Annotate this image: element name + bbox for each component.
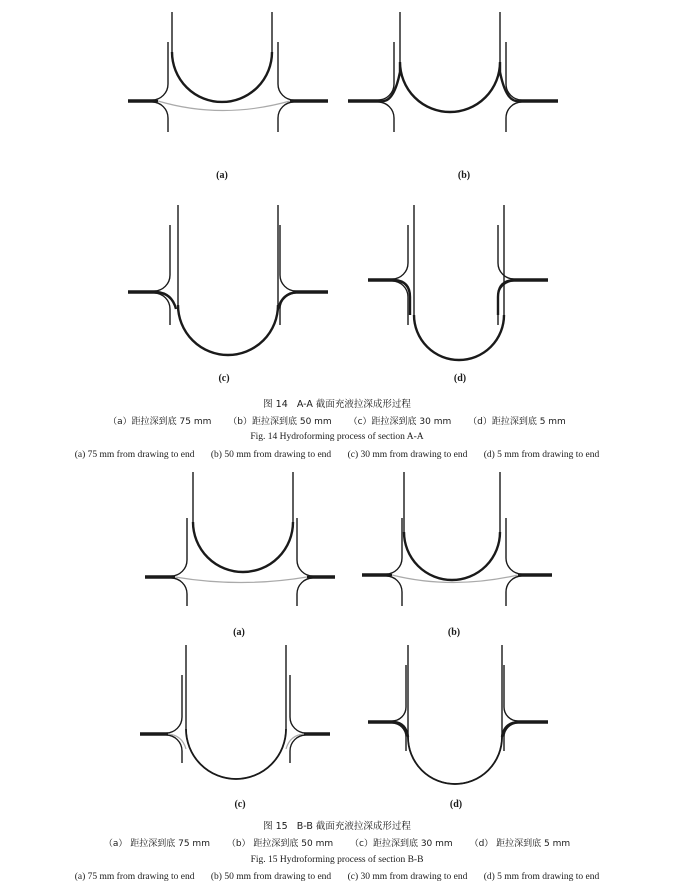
fig15-sub-en-d: (d) 5 mm from drawing to end bbox=[483, 872, 600, 882]
fig15-title-zh-text: B-B 截面充液拉深成形过程 bbox=[296, 821, 411, 832]
fig14-c-drawing bbox=[128, 205, 328, 375]
fig14-sub-zh-b: （b）距拉深到底 50 mm bbox=[228, 417, 332, 427]
fig15-b-label: (b) bbox=[447, 627, 461, 638]
fig14-b-label: (b) bbox=[457, 170, 471, 181]
fig14-a-drawing bbox=[128, 12, 328, 172]
fig14-a-label: (a) bbox=[216, 170, 228, 181]
fig14-d-drawing bbox=[368, 205, 548, 375]
fig15-sub-en-b: (b) 50 mm from drawing to end bbox=[210, 872, 332, 882]
fig14-b-drawing bbox=[348, 12, 558, 172]
fig15-subcaptions-en bbox=[0, 872, 674, 882]
fig14-sub-en-a: (a) 75 mm from drawing to end bbox=[74, 450, 195, 460]
fig14-sub-zh-c: （c）距拉深到底 30 mm bbox=[348, 417, 452, 427]
fig15-sub-zh-c: （c）距拉深到底 30 mm bbox=[350, 839, 453, 849]
fig14-title-zh-text: A-A 截面充液拉深成形过程 bbox=[296, 399, 411, 410]
fig15-d-drawing bbox=[368, 645, 548, 805]
fig14-sub-en-d: (d) 5 mm from drawing to end bbox=[483, 450, 600, 460]
fig15-subcaptions-zh bbox=[0, 836, 674, 849]
fig15-sub-en-a: (a) 75 mm from drawing to end bbox=[74, 872, 195, 882]
fig15-d-label: (d) bbox=[449, 799, 463, 810]
fig15-sub-zh-b: （b） 距拉深到底 50 mm bbox=[226, 839, 334, 849]
fig14-number-zh: 图 14 bbox=[263, 399, 288, 410]
fig14-title-en: Fig. 14 Hydroforming process of section A-A bbox=[250, 432, 424, 442]
fig14-d-label: (d) bbox=[453, 373, 467, 384]
fig14-c-label: (c) bbox=[218, 373, 230, 384]
fig15-c-label: (c) bbox=[234, 799, 246, 810]
fig15-a-label: (a) bbox=[233, 627, 245, 638]
fig15-a-drawing bbox=[145, 472, 335, 632]
fig14-subcaptions-zh bbox=[0, 414, 674, 427]
fig15-sub-zh-d: （d） 距拉深到底 5 mm bbox=[469, 839, 571, 849]
fig15-title-en: Fig. 15 Hydroforming process of section B-B bbox=[250, 855, 424, 865]
fig14-subcaptions-en bbox=[0, 450, 674, 460]
fig15-sub-en-c: (c) 30 mm from drawing to end bbox=[347, 872, 468, 882]
fig14-sub-zh-a: （a）距拉深到底 75 mm bbox=[108, 417, 212, 427]
fig14-sub-zh-d: （d）距拉深到底 5 mm bbox=[468, 417, 566, 427]
fig15-number-zh: 图 15 bbox=[263, 821, 288, 832]
fig15-c-drawing bbox=[140, 645, 330, 805]
fig14-sub-en-c: (c) 30 mm from drawing to end bbox=[347, 450, 468, 460]
fig15-b-drawing bbox=[362, 472, 552, 632]
fig15-title-zh bbox=[0, 818, 674, 832]
fig15-sub-zh-a: （a） 距拉深到底 75 mm bbox=[103, 839, 210, 849]
fig14-sub-en-b: (b) 50 mm from drawing to end bbox=[210, 450, 332, 460]
fig14-title-zh bbox=[0, 396, 674, 410]
